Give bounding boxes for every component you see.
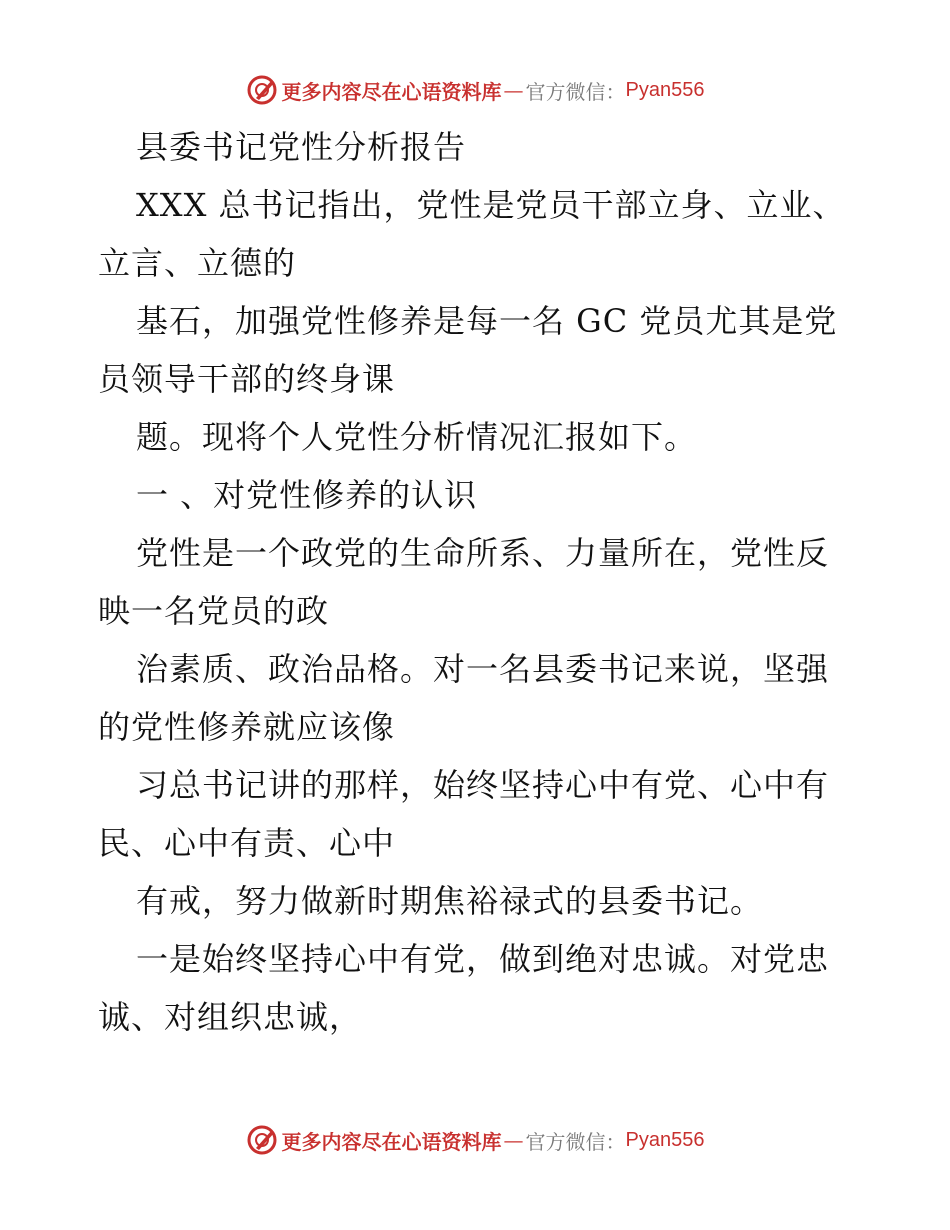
header-banner	[0, 70, 950, 110]
section-heading: 一 、对党性修养的认识	[136, 476, 478, 514]
logo-icon	[246, 1124, 278, 1156]
banner-wechat-id: Pyan556	[625, 1128, 705, 1151]
footer-banner	[0, 1120, 950, 1160]
paragraph-line: 党性是一个政党的生命所系、力量所在，党性反	[136, 534, 830, 572]
banner-dash: —	[503, 1128, 524, 1152]
banner-dash: —	[503, 78, 524, 102]
banner-wechat-id: Pyan556	[625, 78, 705, 101]
paragraph-line: 立言、立德的	[98, 244, 297, 282]
banner-title: 更多内容尽在心语资料库	[281, 1129, 502, 1154]
paragraph-line: 的党性修养就应该像	[98, 708, 396, 746]
banner-wechat-label: 官方微信：	[525, 1129, 626, 1154]
paragraph-line: 映一名党员的政	[98, 592, 330, 630]
banner-wechat-label: 官方微信：	[525, 79, 626, 104]
banner-title: 更多内容尽在心语资料库	[281, 79, 502, 104]
document-body	[98, 118, 858, 1046]
document-title: 县委书记党性分析报告	[136, 128, 467, 166]
paragraph-line: 诚、对组织忠诚，	[98, 998, 363, 1036]
paragraph-line: 题。现将个人党性分析情况汇报如下。	[136, 418, 698, 456]
paragraph-line: 基石，加强党性修养是每一名 GC 党员尤其是党	[136, 302, 838, 340]
paragraph-line: 一是始终坚持心中有党，做到绝对忠诚。对党忠	[136, 940, 830, 978]
paragraph-line: 有戒，努力做新时期焦裕禄式的县委书记。	[136, 882, 764, 920]
paragraph-line: 习总书记讲的那样，始终坚持心中有党、心中有	[136, 766, 830, 804]
logo-icon	[246, 74, 278, 106]
paragraph-line: 民、心中有责、心中	[98, 824, 396, 862]
paragraph-line: 治素质、政治品格。对一名县委书记来说，坚强	[136, 650, 830, 688]
paragraph-line: XXX 总书记指出，党性是党员干部立身、立业、	[136, 186, 846, 224]
paragraph-line: 员领导干部的终身课	[98, 360, 396, 398]
